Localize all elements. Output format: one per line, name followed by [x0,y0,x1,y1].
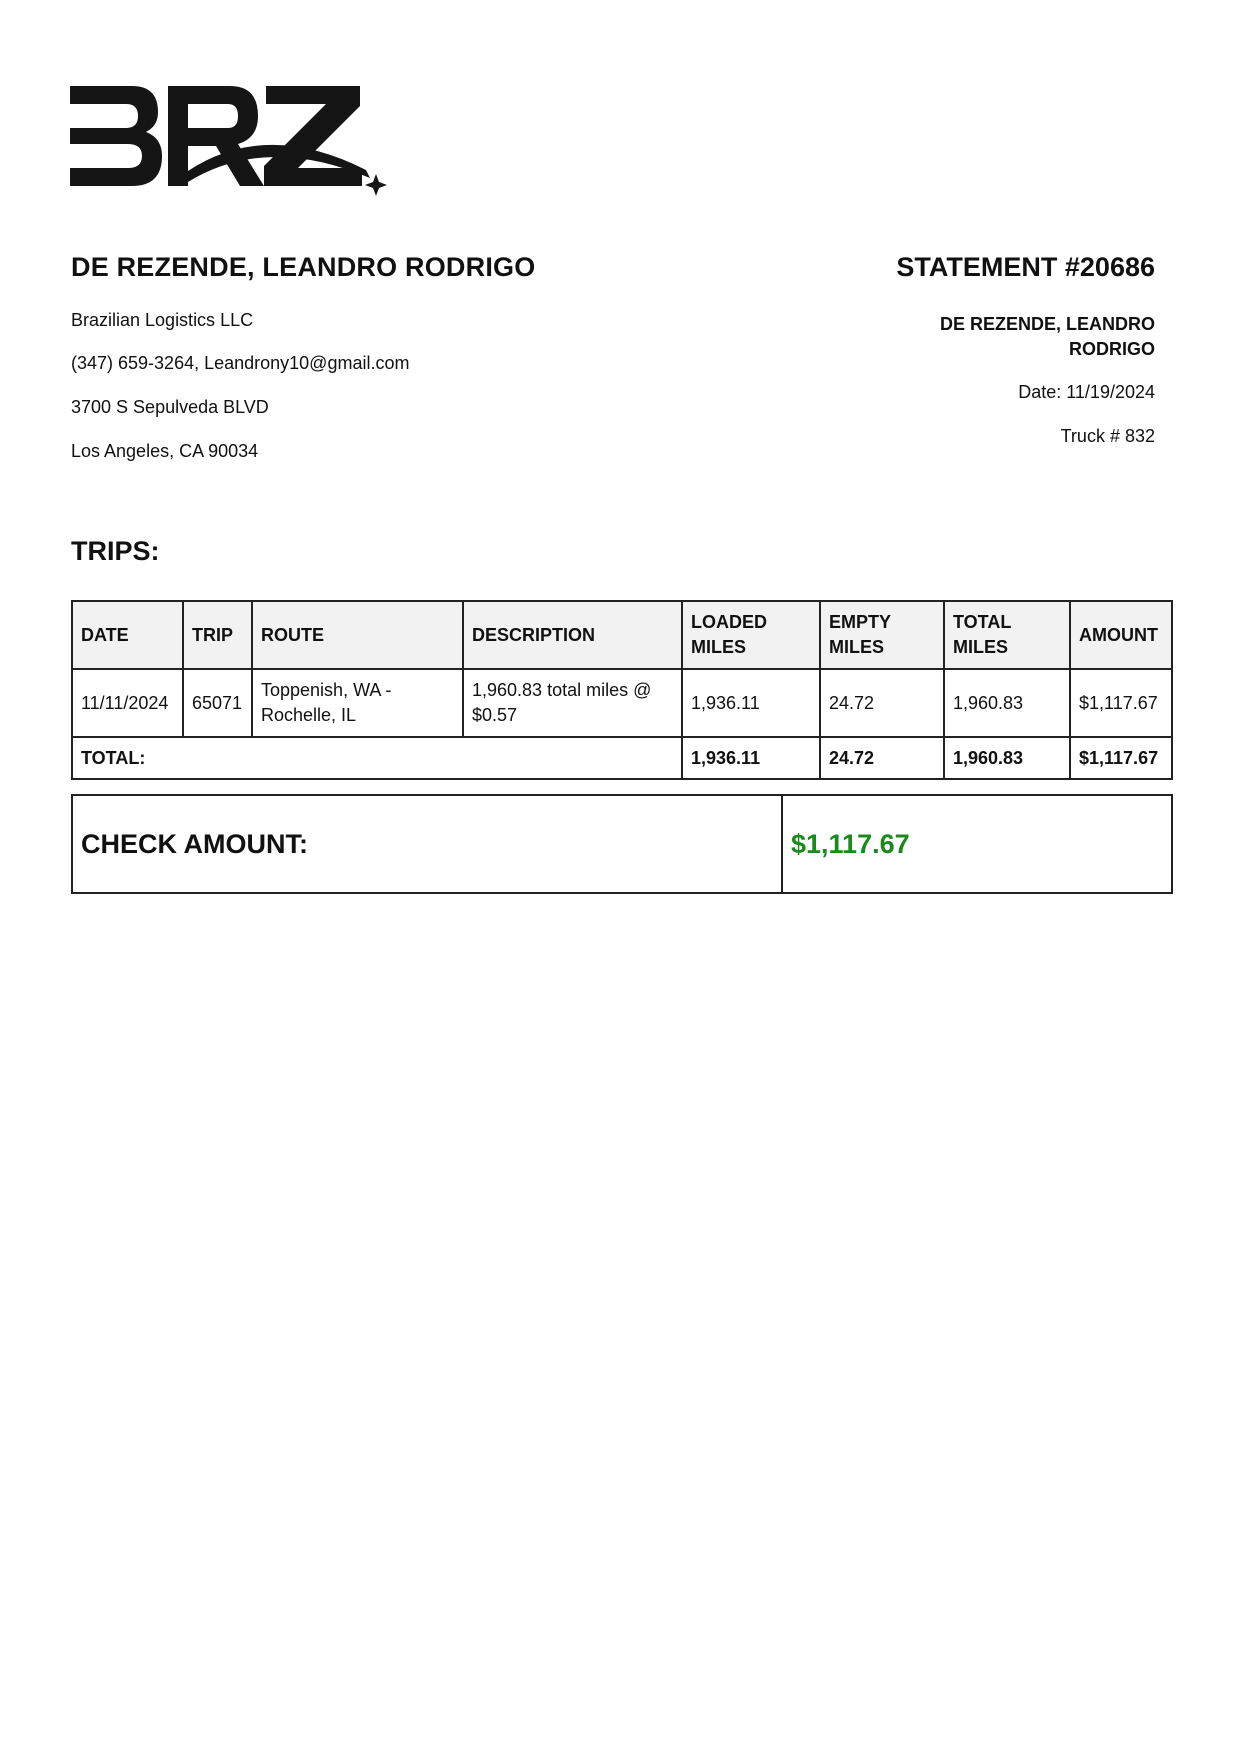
trip-route: Toppenish, WA - Rochelle, IL [252,669,463,737]
table-header-row [72,601,1172,669]
total-total-miles: 1,960.83 [944,737,1070,779]
trip-amount: $1,117.67 [1070,669,1172,737]
col-header-route: ROUTE [252,601,463,669]
total-empty-miles: 24.72 [820,737,944,779]
trip-date: 11/11/2024 [72,669,183,737]
address-line-1: 3700 S Sepulveda BLVD [71,397,269,417]
total-row [72,737,1172,779]
col-header-total-miles: TOTAL MILES [944,601,1070,669]
trip-number: 65071 [183,669,252,737]
company-name: Brazilian Logistics LLC [71,310,254,330]
col-header-empty-miles: EMPTY MILES [820,601,944,669]
total-label: TOTAL: [72,737,682,779]
recipient-line-1: DE REZENDE, LEANDRO [939,314,1155,334]
statement-date: Date: 11/19/2024 [1018,382,1155,402]
trips-heading: TRIPS: [71,536,160,566]
recipient-line-2: RODRIGO [1068,339,1155,359]
employee-name: DE REZENDE, LEANDRO RODRIGO [71,252,536,282]
col-header-description: DESCRIPTION [463,601,682,669]
col-header-date: DATE [72,601,183,669]
contact-info: (347) 659-3264, Leandrony10@gmail.com [71,353,410,373]
trips-table [71,600,1173,780]
company-logo [70,78,390,196]
statement-title: STATEMENT #20686 [896,252,1155,282]
check-amount-box [71,794,1173,894]
trip-description: 1,960.83 total miles @ $0.57 [463,669,682,737]
trip-empty-miles: 24.72 [820,669,944,737]
table-row [72,669,1172,737]
employee-info [71,252,671,461]
check-amount-value: $1,117.67 [782,795,1172,893]
statement-recipient [895,312,1155,362]
check-amount-label: CHECK AMOUNT: [72,795,782,893]
address-line-2: Los Angeles, CA 90034 [71,441,259,461]
col-header-trip: TRIP [183,601,252,669]
statement-info [635,252,1155,446]
trip-total-miles: 1,960.83 [944,669,1070,737]
col-header-loaded-miles: LOADED MILES [682,601,820,669]
total-amount: $1,117.67 [1070,737,1172,779]
col-header-amount: AMOUNT [1070,601,1172,669]
trip-loaded-miles: 1,936.11 [682,669,820,737]
total-loaded-miles: 1,936.11 [682,737,820,779]
truck-number: Truck # 832 [1060,426,1155,446]
